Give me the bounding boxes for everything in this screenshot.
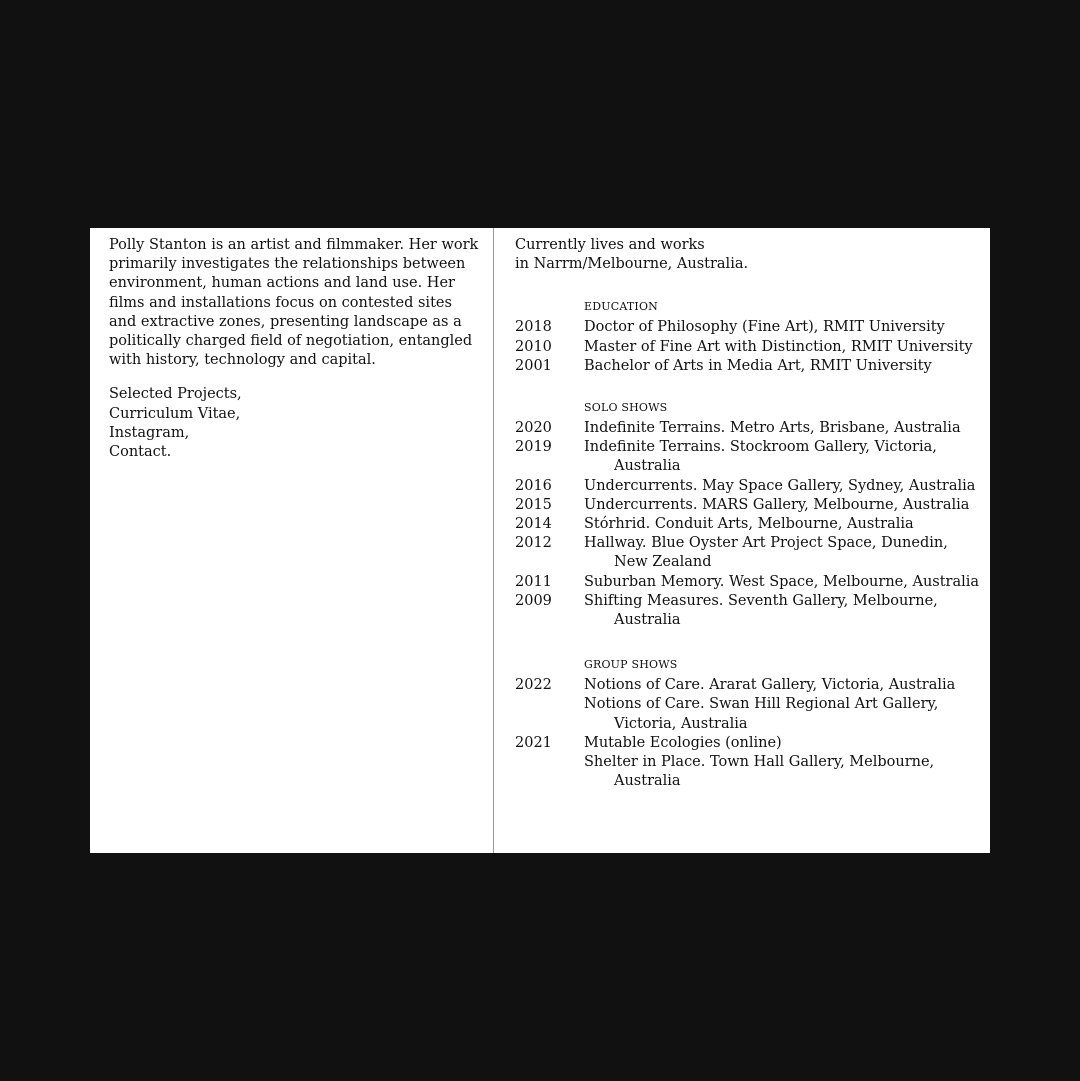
cv-entry <box>515 477 990 496</box>
cv-entry-year: 2015 <box>515 496 552 513</box>
cv-entry-text: Shifting Measures. Seventh Gallery, Melbourne, Australia <box>584 592 938 629</box>
cv-entry-year: 2020 <box>515 420 552 437</box>
cv-entry <box>515 338 990 357</box>
location-line-2: in Narrm/Melbourne, Australia. <box>515 256 749 273</box>
cv-entry-text: Bachelor of Arts in Media Art, RMIT University <box>584 357 932 374</box>
cv-entry <box>515 695 990 733</box>
cv-entry-text: Stórhrid. Conduit Arts, Melbourne, Australia <box>584 516 914 533</box>
cv-entry <box>515 592 990 630</box>
cv-entry-text: Notions of Care. Swan Hill Regional Art Gallery, Victoria, Australia <box>584 696 939 732</box>
cv-entry-year: 2001 <box>515 357 552 374</box>
cv-entry <box>515 419 990 438</box>
section-label-group-shows: GROUP SHOWS <box>584 658 678 672</box>
cv-entry-year: 2009 <box>515 592 552 609</box>
location-text <box>515 236 990 274</box>
main-nav <box>109 385 481 462</box>
cv-entry-text: Master of Fine Art with Distinction, RMIT University <box>584 338 973 355</box>
cv-entry <box>515 318 990 337</box>
cv-entry-year: 2011 <box>515 573 552 590</box>
cv-entry-text: Doctor of Philosophy (Fine Art), RMIT University <box>584 319 945 336</box>
cv-entry-year: 2019 <box>515 439 552 456</box>
cv-entry-text: Mutable Ecologies (online) <box>584 734 782 751</box>
education-section <box>515 300 990 376</box>
cv-entry-text: Hallway. Blue Oyster Art Project Space, Dunedin, New Zealand <box>584 535 948 571</box>
cv-entry <box>515 573 990 592</box>
cv-entry <box>515 676 990 695</box>
artist-bio: Polly Stanton is an artist and filmmaker. Her work primarily investigates the relationships between environment, human actions and land use. Her films and installations focus on contested sites and extractive zones, presenting landscape as a politically charged field of negotiation, entangled with history, technology and capital. <box>109 237 479 369</box>
solo-shows-section <box>515 401 990 630</box>
nav-link-selected-projects[interactable]: Selected Projects, <box>109 386 242 403</box>
cv-entry <box>515 515 990 534</box>
cv-entry <box>515 753 990 791</box>
group-shows-section <box>515 658 990 791</box>
cv-entry-year: 2012 <box>515 535 552 552</box>
group-shows-list <box>515 676 990 791</box>
solo-shows-list <box>515 419 990 630</box>
nav-link-curriculum-vitae[interactable]: Curriculum Vitae, <box>109 405 241 422</box>
location-line-1: Currently lives and works <box>515 237 705 253</box>
cv-entry-text: Notions of Care. Ararat Gallery, Victoria, Australia <box>584 677 956 694</box>
cv-entry-text: Suburban Memory. West Space, Melbourne, Australia <box>584 573 980 590</box>
nav-link-contact[interactable]: Contact. <box>109 444 172 461</box>
cv-entry-year: 2016 <box>515 477 552 494</box>
education-list <box>515 318 990 376</box>
cv-entry-text: Shelter in Place. Town Hall Gallery, Melbourne, Australia <box>584 754 935 790</box>
cv-entry <box>515 496 990 515</box>
cv-entry-text: Indefinite Terrains. Metro Arts, Brisbane, Australia <box>584 420 961 437</box>
nav-link-instagram[interactable]: Instagram, <box>109 424 190 441</box>
cv-entry-year: 2018 <box>515 319 552 336</box>
cv-entry <box>515 438 990 476</box>
cv-column <box>495 228 990 853</box>
section-label-education: EDUCATION <box>584 300 659 314</box>
page-frame <box>90 228 990 853</box>
cv-entry-year: 2021 <box>515 734 552 751</box>
cv-entry <box>515 357 990 376</box>
cv-entry-year <box>515 695 584 733</box>
section-label-solo-shows: SOLO SHOWS <box>584 401 668 415</box>
cv-entry-year: 2010 <box>515 338 552 355</box>
left-column <box>90 228 494 853</box>
cv-entry-year <box>515 753 584 791</box>
cv-entry-year: 2014 <box>515 516 552 533</box>
cv-entry-year: 2022 <box>515 677 552 694</box>
cv-entry-text: Indefinite Terrains. Stockroom Gallery, Victoria, Australia <box>584 439 937 475</box>
cv-entry-text: Undercurrents. MARS Gallery, Melbourne, Australia <box>584 496 970 513</box>
cv-entry-text: Undercurrents. May Space Gallery, Sydney, Australia <box>584 477 976 494</box>
cv-entry <box>515 534 990 572</box>
cv-entry <box>515 734 990 753</box>
